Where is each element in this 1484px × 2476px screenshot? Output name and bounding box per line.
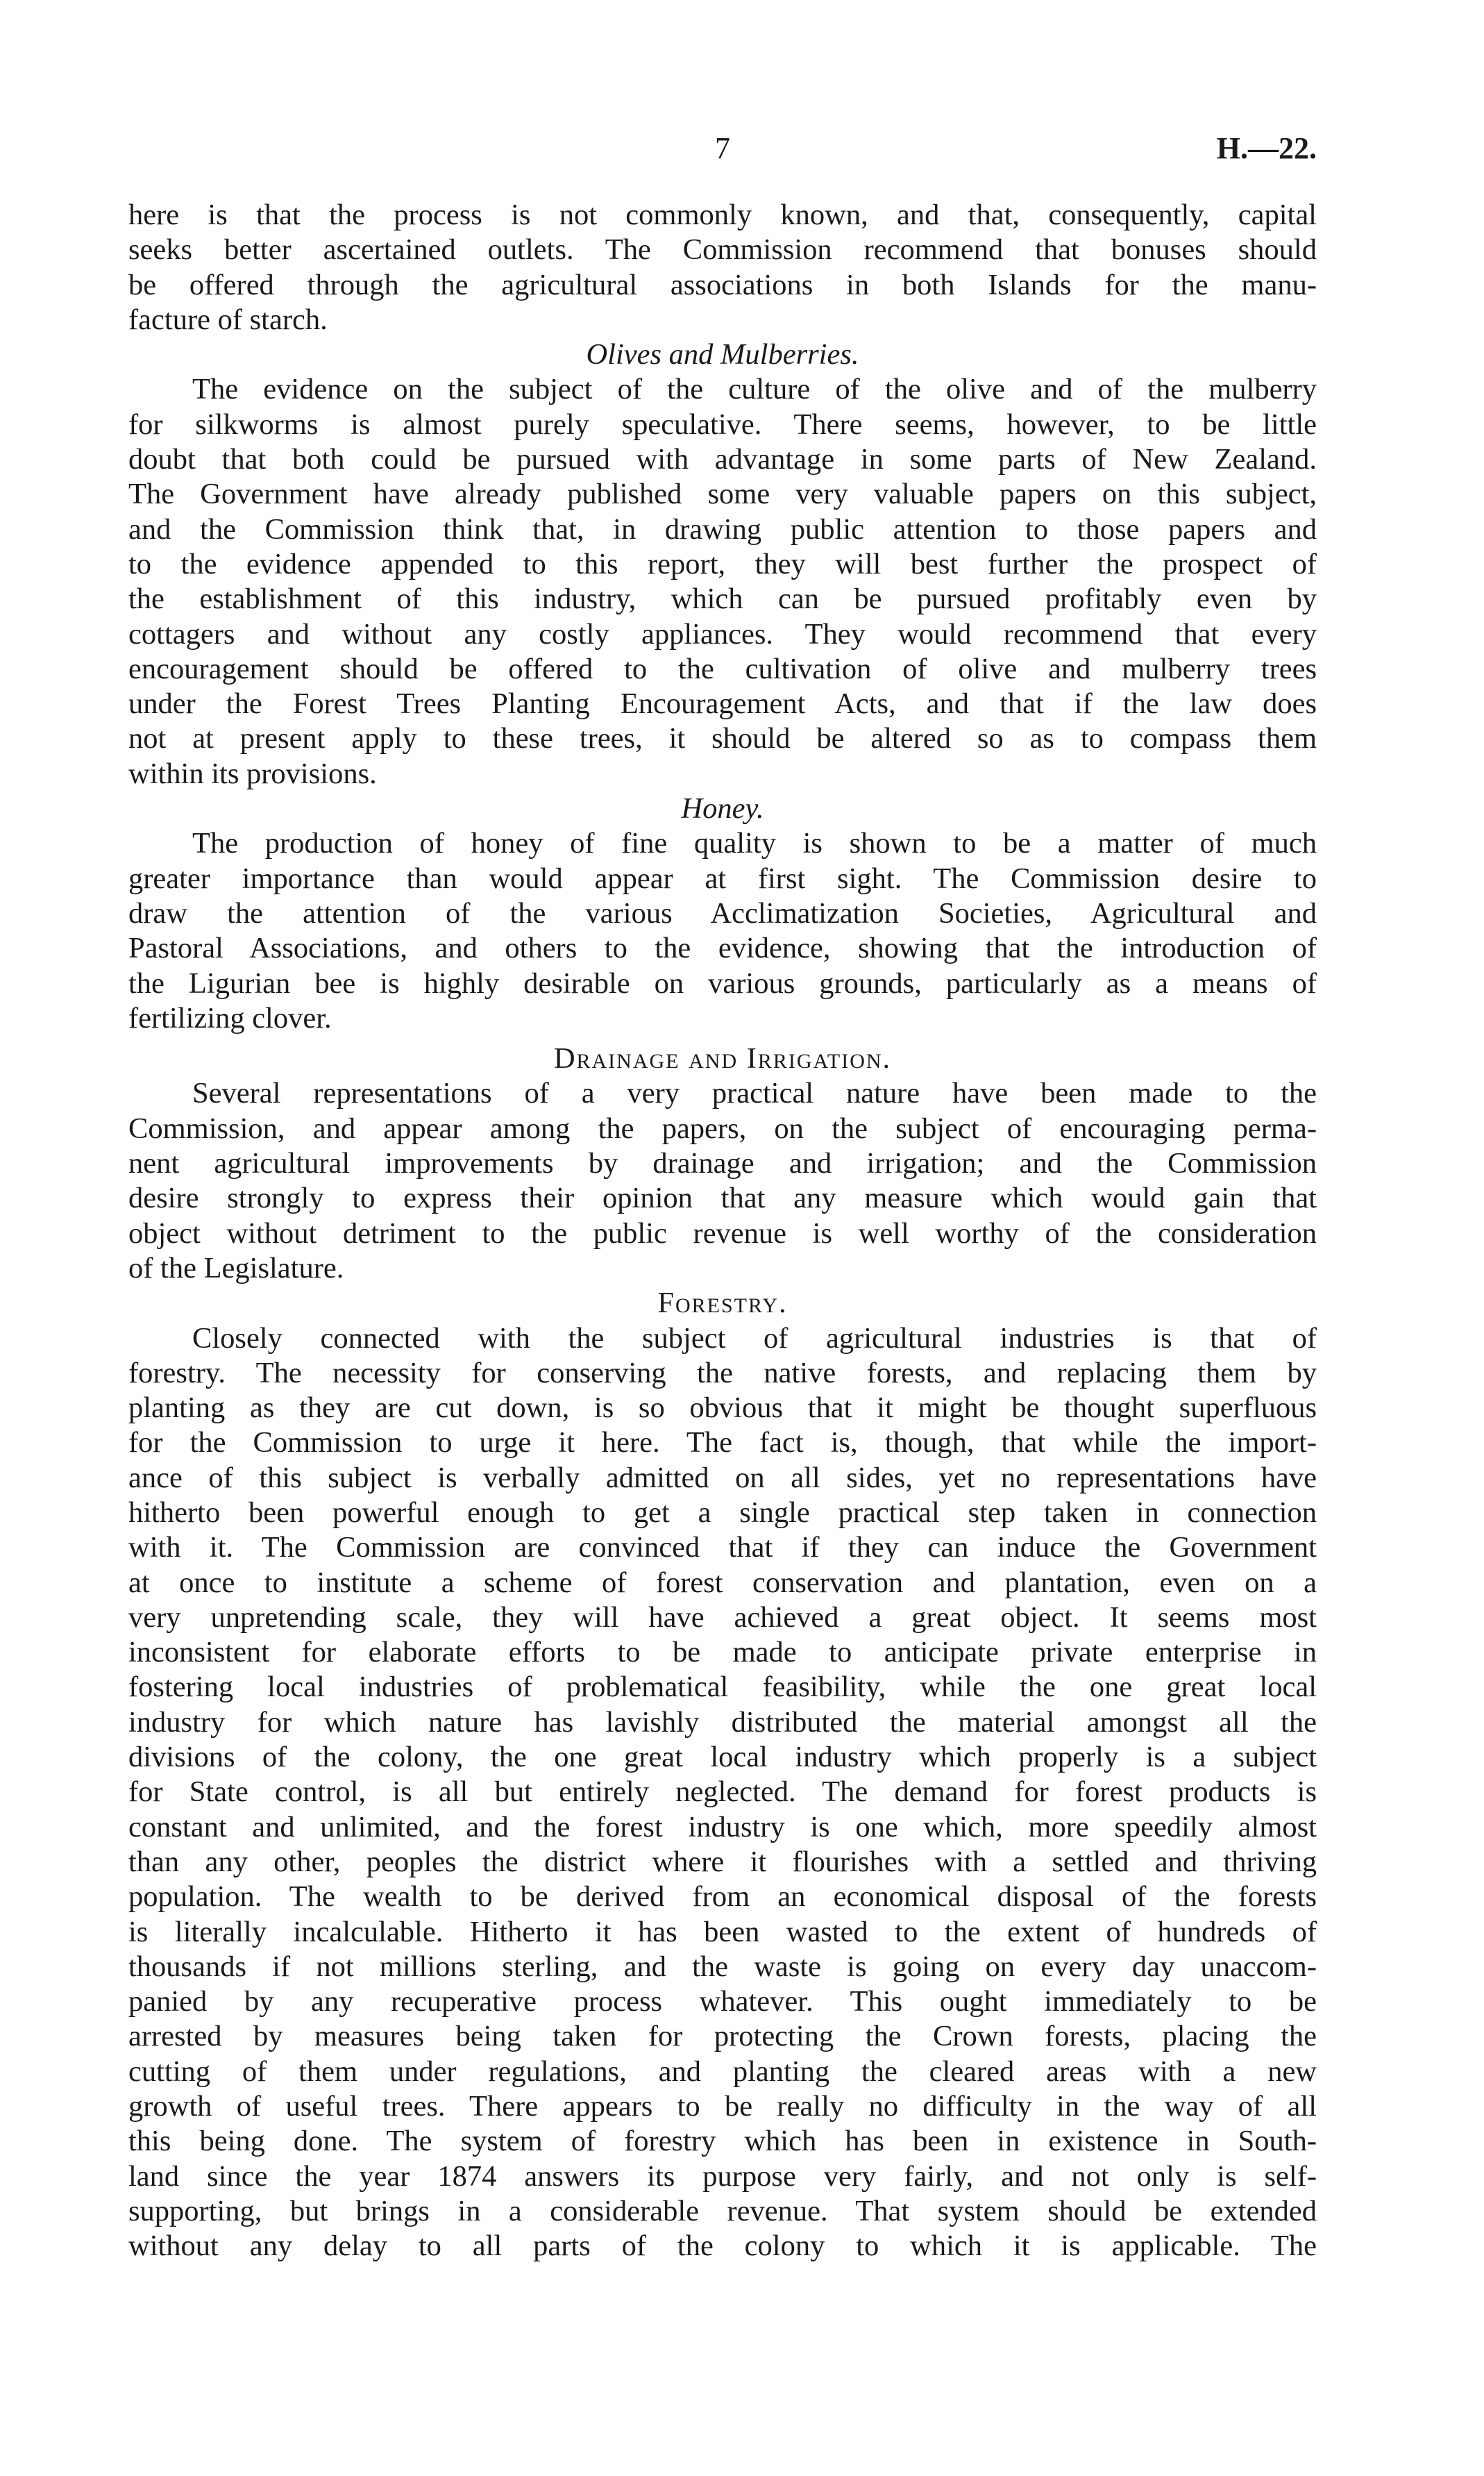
paragraph xyxy=(128,372,1317,792)
text-line: doubt that both could be pursued with advantage in some parts of New Zealand. xyxy=(128,443,1317,476)
text-line: and the Commission think that, in drawing public attention to those papers and xyxy=(128,512,1317,546)
text-line: is literally incalculable. Hitherto it has been wasted to the extent of hundreds of xyxy=(128,1915,1317,1948)
text-line: constant and unlimited, and the forest industry is one which, more speedily almost xyxy=(128,1810,1317,1843)
text-line: arrested by measures being taken for protecting the Crown forests, placing the xyxy=(128,2020,1317,2053)
text-line: with it. The Commission are convinced that if they can induce the Government xyxy=(128,1531,1317,1564)
text-line: within its provisions. xyxy=(128,757,377,790)
page-number: 7 xyxy=(715,131,730,165)
text-line: Closely connected with the subject of agricultural industries is that of xyxy=(192,1321,1317,1355)
text-line: fostering local industries of problematical feasibility, while the one great local xyxy=(128,1671,1317,1704)
text-line: panied by any recuperative process whatever. This ought immediately to be xyxy=(128,1985,1317,2018)
text-line: to the evidence appended to this report, they will best further the prospect of xyxy=(128,547,1317,580)
paragraph xyxy=(128,1076,1317,1286)
section-heading: Drainage and Irrigation. xyxy=(553,1042,892,1076)
text-line: the Ligurian bee is highly desirable on various grounds, particularly as a means of xyxy=(128,967,1317,1000)
paragraph xyxy=(128,198,1317,337)
text-line: inconsistent for elaborate efforts to be made to anticipate private enterprise in xyxy=(128,1636,1317,1669)
text-line: under the Forest Trees Planting Encouragement Acts, and that if the law does xyxy=(128,687,1317,721)
text-line: industry for which nature has lavishly distributed the material amongst all the xyxy=(128,1705,1317,1739)
text-line: ance of this subject is verbally admitted on all sides, yet no representations have xyxy=(128,1461,1317,1494)
text-line: for State control, is all but entirely neglected. The demand for forest products is xyxy=(128,1775,1317,1809)
section-heading: Olives and Mulberries. xyxy=(586,338,859,371)
text-line: Several representations of a very practical nature have been made to the xyxy=(192,1077,1317,1110)
text-line: Pastoral Associations, and others to the evidence, showing that the introduction of xyxy=(128,932,1317,965)
text-line: for the Commission to urge it here. The fact is, though, that while the import- xyxy=(128,1426,1317,1459)
text-line: facture of starch. xyxy=(128,303,328,336)
text-line: the establishment of this industry, which can be pursued profitably even by xyxy=(128,583,1317,616)
section-heading: Forestry. xyxy=(657,1287,788,1320)
text-line: here is that the process is not commonly known, and that, consequently, capital xyxy=(128,199,1317,231)
text-line: Commission, and appear among the papers, on the subject of encouraging perma- xyxy=(128,1112,1317,1145)
text-line: be offered through the agricultural associations in both Islands for the manu- xyxy=(128,268,1317,301)
text-line: divisions of the colony, the one great local industry which properly is a subject xyxy=(128,1741,1317,1774)
text-line: The Government have already published some very valuable papers on this subject, xyxy=(128,478,1317,511)
text-line: desire strongly to express their opinion that any measure which would gain that xyxy=(128,1182,1317,1215)
text-line: thousands if not millions sterling, and the waste is going on every day unaccom- xyxy=(128,1950,1317,1983)
document-body xyxy=(128,198,1317,2264)
text-line: planting as they are cut down, is so obvious that it might be thought superfluous xyxy=(128,1391,1317,1425)
text-line: land since the year 1874 answers its purpose very fairly, and not only is self- xyxy=(128,2159,1317,2193)
text-line: at once to institute a scheme of forest conservation and plantation, even on a xyxy=(128,1566,1317,1599)
paragraph xyxy=(128,826,1317,1036)
text-line: this being done. The system of forestry which has been in existence in South- xyxy=(128,2125,1317,2158)
text-line: draw the attention of the various Acclimatization Societies, Agricultural and xyxy=(128,896,1317,930)
text-line: not at present apply to these trees, it should be altered so as to compass them xyxy=(128,722,1317,755)
text-line: population. The wealth to be derived from an economical disposal of the forests xyxy=(128,1880,1317,1914)
text-line: cottagers and without any costly appliances. They would recommend that every xyxy=(128,617,1317,651)
text-line: encouragement should be offered to the cultivation of olive and mulberry trees xyxy=(128,652,1317,685)
text-line: cutting of them under regulations, and planting the cleared areas with a new xyxy=(128,2055,1317,2088)
paragraph xyxy=(128,1321,1317,2264)
text-line: growth of useful trees. There appears to be really no difficulty in the way of all xyxy=(128,2090,1317,2123)
text-line: nent agricultural improvements by drainage and irrigation; and the Commission xyxy=(128,1147,1317,1180)
text-line: hitherto been powerful enough to get a single practical step taken in connection xyxy=(128,1496,1317,1529)
page-header xyxy=(128,131,1317,168)
text-line: fertilizing clover. xyxy=(128,1001,332,1035)
text-line: seeks better ascertained outlets. The Commission recommend that bonuses should xyxy=(128,233,1317,267)
text-line: for silkworms is almost purely speculative. There seems, however, to be little xyxy=(128,408,1317,441)
text-line: supporting, but brings in a considerable revenue. That system should be extended xyxy=(128,2194,1317,2227)
text-line: very unpretending scale, they will have achieved a great object. It seems most xyxy=(128,1600,1317,1634)
text-line: greater importance than would appear at first sight. The Commission desire to xyxy=(128,862,1317,895)
text-line: object without detriment to the public revenue is well worthy of the consideration xyxy=(128,1216,1317,1250)
text-line: forestry. The necessity for conserving the native forests, and replacing them by xyxy=(128,1356,1317,1389)
document-reference: H.—22. xyxy=(1216,131,1317,165)
text-line: without any delay to all parts of the colony to which it is applicable. The xyxy=(128,2230,1317,2263)
text-line: The evidence on the subject of the culture of the olive and of the mulberry xyxy=(192,373,1317,406)
section-heading: Honey. xyxy=(681,792,764,826)
text-line: The production of honey of fine quality is shown to be a matter of much xyxy=(192,827,1317,860)
text-line: than any other, peoples the district where it flourishes with a settled and thriving xyxy=(128,1845,1317,1878)
text-line: of the Legislature. xyxy=(128,1251,344,1285)
